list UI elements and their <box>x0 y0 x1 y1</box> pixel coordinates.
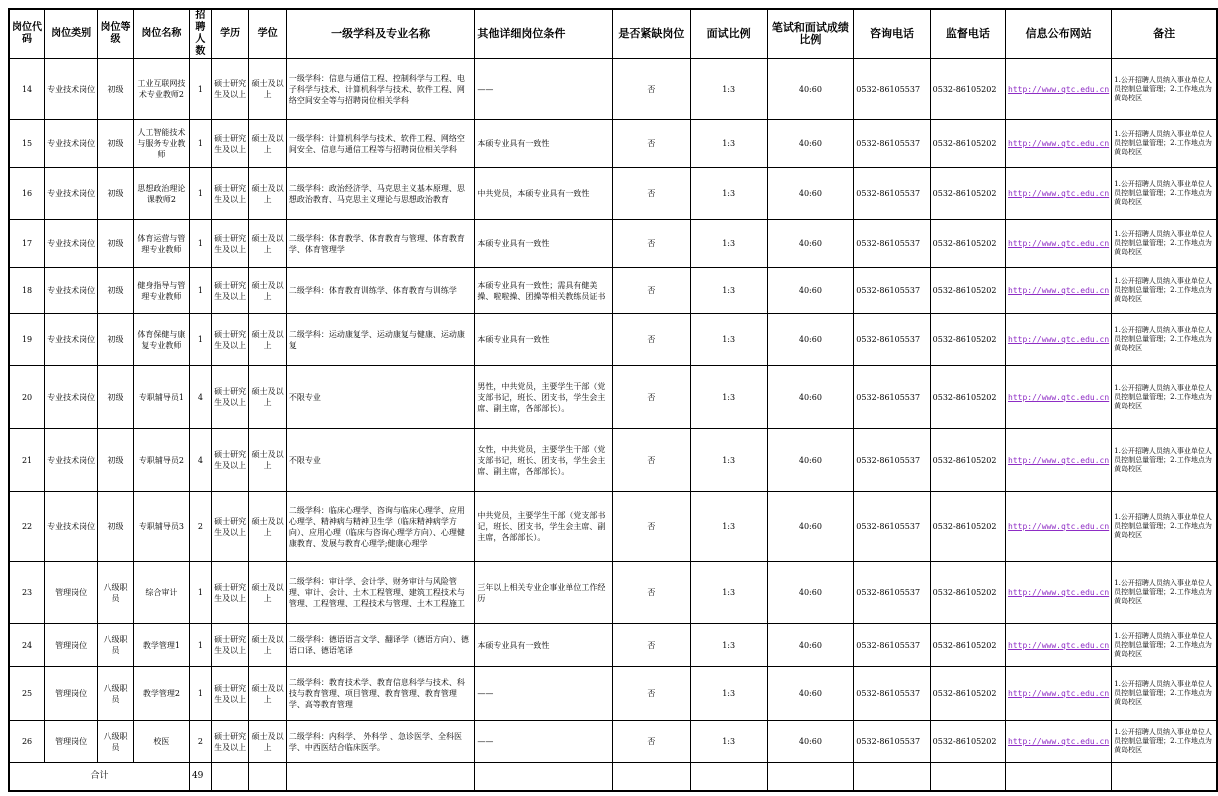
code-cell: 20 <box>9 366 45 429</box>
website-link[interactable]: http://www.qtc.edu.cn <box>1006 624 1112 667</box>
score-ratio-cell: 40:60 <box>767 168 854 220</box>
empty-cell <box>1112 763 1217 791</box>
website-link[interactable]: http://www.qtc.edu.cn <box>1006 268 1112 314</box>
headcount-cell: 1 <box>189 220 211 268</box>
remarks-cell: 1.公开招聘人员纳入事业单位人员控制总量管理；2.工作地点为黄岛校区 <box>1112 624 1217 667</box>
shortage-cell: 否 <box>613 314 691 366</box>
shortage-cell: 否 <box>613 268 691 314</box>
header-cell: 备注 <box>1112 9 1217 59</box>
code-cell: 21 <box>9 429 45 492</box>
header-cell: 其他详细岗位条件 <box>475 9 613 59</box>
discipline-cell: 二级学科：政治经济学、马克思主义基本原理、思想政治教育、马克思主义理论与思想政治教育 <box>286 168 475 220</box>
shortage-cell: 否 <box>613 366 691 429</box>
website-link[interactable]: http://www.qtc.edu.cn <box>1006 366 1112 429</box>
shortage-cell: 否 <box>613 667 691 721</box>
empty-cell <box>249 763 287 791</box>
consult-phone-cell: 0532-86105537 <box>854 168 930 220</box>
shortage-cell: 否 <box>613 562 691 624</box>
interview-ratio-cell: 1:3 <box>690 314 767 366</box>
empty-cell <box>1006 763 1112 791</box>
consult-phone-cell: 0532-86105537 <box>854 120 930 168</box>
position-name-cell: 专职辅导员1 <box>133 366 189 429</box>
conditions-cell: 本硕专业具有一致性；需具有健美操、啦啦操、团操等相关教练员证书 <box>475 268 613 314</box>
position-name-cell: 专职辅导员2 <box>133 429 189 492</box>
consult-phone-cell: 0532-86105537 <box>854 429 930 492</box>
education-cell: 硕士研究生及以上 <box>211 429 249 492</box>
consult-phone-cell: 0532-86105537 <box>854 220 930 268</box>
category-cell: 管理岗位 <box>45 562 98 624</box>
score-ratio-cell: 40:60 <box>767 220 854 268</box>
degree-cell: 硕士及以上 <box>249 366 287 429</box>
education-cell: 硕士研究生及以上 <box>211 366 249 429</box>
discipline-cell: 不限专业 <box>286 366 475 429</box>
table-row <box>9 120 1217 168</box>
code-cell: 16 <box>9 168 45 220</box>
code-cell: 26 <box>9 721 45 763</box>
remarks-cell: 1.公开招聘人员纳入事业单位人员控制总量管理；2.工作地点为黄岛校区 <box>1112 667 1217 721</box>
position-name-cell: 教学管理1 <box>133 624 189 667</box>
supervise-phone-cell: 0532-86105202 <box>930 168 1005 220</box>
remarks-cell: 1.公开招聘人员纳入事业单位人员控制总量管理；2.工作地点为黄岛校区 <box>1112 314 1217 366</box>
degree-cell: 硕士及以上 <box>249 667 287 721</box>
supervise-phone-cell: 0532-86105202 <box>930 667 1005 721</box>
remarks-cell: 1.公开招聘人员纳入事业单位人员控制总量管理；2.工作地点为黄岛校区 <box>1112 120 1217 168</box>
code-cell: 22 <box>9 492 45 562</box>
discipline-cell: 不限专业 <box>286 429 475 492</box>
supervise-phone-cell: 0532-86105202 <box>930 220 1005 268</box>
total-label: 合计 <box>9 763 189 791</box>
position-name-cell: 工业互联网技术专业教师2 <box>133 59 189 120</box>
conditions-cell: 本硕专业具有一致性 <box>475 120 613 168</box>
headcount-cell: 4 <box>189 366 211 429</box>
discipline-cell: 二级学科：体育教学、体育教育与管理、体育教育学、体育管理学 <box>286 220 475 268</box>
consult-phone-cell: 0532-86105537 <box>854 314 930 366</box>
discipline-cell: 二级学科：教育技术学、教育信息科学与技术、科技与教育管理、项目管理、教育管理、教育管理学、高等教育管理 <box>286 667 475 721</box>
consult-phone-cell: 0532-86105537 <box>854 59 930 120</box>
category-cell: 专业技术岗位 <box>45 268 98 314</box>
consult-phone-cell: 0532-86105537 <box>854 492 930 562</box>
discipline-cell: 二级学科：内科学、 外科学 、急诊医学、全科医学、中西医结合临床医学。 <box>286 721 475 763</box>
headcount-cell: 1 <box>189 314 211 366</box>
website-link[interactable]: http://www.qtc.edu.cn <box>1006 120 1112 168</box>
header-cell: 面试比例 <box>690 9 767 59</box>
conditions-cell: 本硕专业具有一致性 <box>475 314 613 366</box>
category-cell: 专业技术岗位 <box>45 120 98 168</box>
empty-cell <box>854 763 930 791</box>
education-cell: 硕士研究生及以上 <box>211 667 249 721</box>
discipline-cell: 二级学科：运动康复学、运动康复与健康、运动康复 <box>286 314 475 366</box>
education-cell: 硕士研究生及以上 <box>211 168 249 220</box>
website-link[interactable]: http://www.qtc.edu.cn <box>1006 562 1112 624</box>
consult-phone-cell: 0532-86105537 <box>854 562 930 624</box>
education-cell: 硕士研究生及以上 <box>211 59 249 120</box>
interview-ratio-cell: 1:3 <box>690 220 767 268</box>
recruitment-table <box>8 8 1218 792</box>
category-cell: 管理岗位 <box>45 624 98 667</box>
table-row <box>9 429 1217 492</box>
position-name-cell: 思想政治理论课教师2 <box>133 168 189 220</box>
score-ratio-cell: 40:60 <box>767 120 854 168</box>
table-row <box>9 721 1217 763</box>
code-cell: 17 <box>9 220 45 268</box>
position-name-cell: 综合审计 <box>133 562 189 624</box>
score-ratio-cell: 40:60 <box>767 314 854 366</box>
shortage-cell: 否 <box>613 168 691 220</box>
degree-cell: 硕士及以上 <box>249 168 287 220</box>
discipline-cell: 一级学科：信息与通信工程、控制科学与工程、电子科学与技术、计算机科学与技术、软件工程、网络空间安全等与招聘岗位相关学科 <box>286 59 475 120</box>
consult-phone-cell: 0532-86105537 <box>854 721 930 763</box>
spreadsheet-sheet <box>8 8 1218 792</box>
header-cell: 咨询电话 <box>854 9 930 59</box>
score-ratio-cell: 40:60 <box>767 429 854 492</box>
headcount-cell: 2 <box>189 721 211 763</box>
degree-cell: 硕士及以上 <box>249 59 287 120</box>
interview-ratio-cell: 1:3 <box>690 268 767 314</box>
header-row <box>9 9 1217 59</box>
supervise-phone-cell: 0532-86105202 <box>930 721 1005 763</box>
category-cell: 专业技术岗位 <box>45 429 98 492</box>
score-ratio-cell: 40:60 <box>767 624 854 667</box>
grade-cell: 初级 <box>98 492 134 562</box>
table-row <box>9 314 1217 366</box>
grade-cell: 初级 <box>98 429 134 492</box>
interview-ratio-cell: 1:3 <box>690 624 767 667</box>
website-link[interactable]: http://www.qtc.edu.cn <box>1006 667 1112 721</box>
grade-cell: 八级职员 <box>98 562 134 624</box>
table-row <box>9 268 1217 314</box>
empty-cell <box>211 763 249 791</box>
degree-cell: 硕士及以上 <box>249 562 287 624</box>
grade-cell: 初级 <box>98 168 134 220</box>
score-ratio-cell: 40:60 <box>767 562 854 624</box>
website-link[interactable]: http://www.qtc.edu.cn <box>1006 168 1112 220</box>
score-ratio-cell: 40:60 <box>767 492 854 562</box>
shortage-cell: 否 <box>613 120 691 168</box>
education-cell: 硕士研究生及以上 <box>211 220 249 268</box>
interview-ratio-cell: 1:3 <box>690 429 767 492</box>
degree-cell: 硕士及以上 <box>249 268 287 314</box>
table-row <box>9 59 1217 120</box>
conditions-cell: 中共党员，主要学生干部（党支部书记，班长、团支书，学生会主席、副主席，各部部长）。 <box>475 492 613 562</box>
position-name-cell: 校医 <box>133 721 189 763</box>
degree-cell: 硕士及以上 <box>249 721 287 763</box>
conditions-cell: 本硕专业具有一致性 <box>475 624 613 667</box>
remarks-cell: 1.公开招聘人员纳入事业单位人员控制总量管理；2.工作地点为黄岛校区 <box>1112 168 1217 220</box>
header-cell: 笔试和面试成绩比例 <box>767 9 854 59</box>
website-link[interactable]: http://www.qtc.edu.cn <box>1006 314 1112 366</box>
header-cell: 岗位代码 <box>9 9 45 59</box>
code-cell: 14 <box>9 59 45 120</box>
degree-cell: 硕士及以上 <box>249 220 287 268</box>
empty-cell <box>690 763 767 791</box>
shortage-cell: 否 <box>613 492 691 562</box>
table-row <box>9 562 1217 624</box>
website-link[interactable]: http://www.qtc.edu.cn <box>1006 59 1112 120</box>
supervise-phone-cell: 0532-86105202 <box>930 268 1005 314</box>
remarks-cell: 1.公开招聘人员纳入事业单位人员控制总量管理；2.工作地点为黄岛校区 <box>1112 429 1217 492</box>
headcount-cell: 1 <box>189 59 211 120</box>
position-name-cell: 人工智能技术与服务专业教师 <box>133 120 189 168</box>
table-row <box>9 624 1217 667</box>
headcount-cell: 1 <box>189 120 211 168</box>
empty-cell <box>286 763 475 791</box>
degree-cell: 硕士及以上 <box>249 624 287 667</box>
table-row <box>9 168 1217 220</box>
score-ratio-cell: 40:60 <box>767 366 854 429</box>
position-name-cell: 体育运营与管理专业教师 <box>133 220 189 268</box>
education-cell: 硕士研究生及以上 <box>211 624 249 667</box>
code-cell: 25 <box>9 667 45 721</box>
consult-phone-cell: 0532-86105537 <box>854 268 930 314</box>
remarks-cell: 1.公开招聘人员纳入事业单位人员控制总量管理；2.工作地点为黄岛校区 <box>1112 220 1217 268</box>
grade-cell: 八级职员 <box>98 667 134 721</box>
website-link[interactable]: http://www.qtc.edu.cn <box>1006 492 1112 562</box>
grade-cell: 初级 <box>98 268 134 314</box>
supervise-phone-cell: 0532-86105202 <box>930 59 1005 120</box>
score-ratio-cell: 40:60 <box>767 667 854 721</box>
degree-cell: 硕士及以上 <box>249 120 287 168</box>
header-cell: 招聘人数 <box>189 9 211 59</box>
total-value: 49 <box>189 763 211 791</box>
degree-cell: 硕士及以上 <box>249 314 287 366</box>
education-cell: 硕士研究生及以上 <box>211 314 249 366</box>
website-link[interactable]: http://www.qtc.edu.cn <box>1006 721 1112 763</box>
education-cell: 硕士研究生及以上 <box>211 562 249 624</box>
header-cell: 监督电话 <box>930 9 1005 59</box>
grade-cell: 初级 <box>98 59 134 120</box>
grade-cell: 八级职员 <box>98 624 134 667</box>
table-row <box>9 492 1217 562</box>
header-cell: 信息公布网站 <box>1006 9 1112 59</box>
shortage-cell: 否 <box>613 721 691 763</box>
category-cell: 专业技术岗位 <box>45 314 98 366</box>
website-link[interactable]: http://www.qtc.edu.cn <box>1006 429 1112 492</box>
conditions-cell: —— <box>475 721 613 763</box>
consult-phone-cell: 0532-86105537 <box>854 624 930 667</box>
discipline-cell: 二级学科：德语语言文学、翻译学（德语方向）、德语口译、德语笔译 <box>286 624 475 667</box>
interview-ratio-cell: 1:3 <box>690 366 767 429</box>
empty-cell <box>930 763 1005 791</box>
supervise-phone-cell: 0532-86105202 <box>930 120 1005 168</box>
code-cell: 15 <box>9 120 45 168</box>
grade-cell: 初级 <box>98 220 134 268</box>
empty-cell <box>613 763 691 791</box>
discipline-cell: 二级学科：临床心理学、咨询与临床心理学、应用心理学、精神病与精神卫生学（临床精神病学方向）、应用心理（临床与咨询心理学方向）、心理健康教育、发展与教育心理学;健康心理学 <box>286 492 475 562</box>
table-row <box>9 220 1217 268</box>
table-row <box>9 667 1217 721</box>
shortage-cell: 否 <box>613 220 691 268</box>
education-cell: 硕士研究生及以上 <box>211 492 249 562</box>
interview-ratio-cell: 1:3 <box>690 721 767 763</box>
remarks-cell: 1.公开招聘人员纳入事业单位人员控制总量管理；2.工作地点为黄岛校区 <box>1112 721 1217 763</box>
degree-cell: 硕士及以上 <box>249 492 287 562</box>
header-cell: 是否紧缺岗位 <box>613 9 691 59</box>
supervise-phone-cell: 0532-86105202 <box>930 429 1005 492</box>
score-ratio-cell: 40:60 <box>767 721 854 763</box>
interview-ratio-cell: 1:3 <box>690 492 767 562</box>
shortage-cell: 否 <box>613 59 691 120</box>
total-row <box>9 763 1217 791</box>
website-link[interactable]: http://www.qtc.edu.cn <box>1006 220 1112 268</box>
supervise-phone-cell: 0532-86105202 <box>930 562 1005 624</box>
empty-cell <box>475 763 613 791</box>
table-body <box>9 59 1217 763</box>
position-name-cell: 体育保健与康复专业教师 <box>133 314 189 366</box>
education-cell: 硕士研究生及以上 <box>211 120 249 168</box>
headcount-cell: 1 <box>189 624 211 667</box>
position-name-cell: 专职辅导员3 <box>133 492 189 562</box>
header-cell: 岗位等级 <box>98 9 134 59</box>
conditions-cell: 中共党员，本硕专业具有一致性 <box>475 168 613 220</box>
code-cell: 19 <box>9 314 45 366</box>
remarks-cell: 1.公开招聘人员纳入事业单位人员控制总量管理；2.工作地点为黄岛校区 <box>1112 562 1217 624</box>
conditions-cell: —— <box>475 59 613 120</box>
score-ratio-cell: 40:60 <box>767 59 854 120</box>
remarks-cell: 1.公开招聘人员纳入事业单位人员控制总量管理；2.工作地点为黄岛校区 <box>1112 366 1217 429</box>
grade-cell: 初级 <box>98 366 134 429</box>
supervise-phone-cell: 0532-86105202 <box>930 624 1005 667</box>
header-cell: 学位 <box>249 9 287 59</box>
interview-ratio-cell: 1:3 <box>690 168 767 220</box>
conditions-cell: 本硕专业具有一致性 <box>475 220 613 268</box>
shortage-cell: 否 <box>613 429 691 492</box>
score-ratio-cell: 40:60 <box>767 268 854 314</box>
category-cell: 管理岗位 <box>45 667 98 721</box>
grade-cell: 八级职员 <box>98 721 134 763</box>
headcount-cell: 2 <box>189 492 211 562</box>
interview-ratio-cell: 1:3 <box>690 120 767 168</box>
conditions-cell: 男性，中共党员，主要学生干部（党支部书记，班长、团支书，学生会主席、副主席，各部部长）。 <box>475 366 613 429</box>
headcount-cell: 1 <box>189 168 211 220</box>
education-cell: 硕士研究生及以上 <box>211 268 249 314</box>
category-cell: 专业技术岗位 <box>45 59 98 120</box>
remarks-cell: 1.公开招聘人员纳入事业单位人员控制总量管理；2.工作地点为黄岛校区 <box>1112 492 1217 562</box>
grade-cell: 初级 <box>98 120 134 168</box>
discipline-cell: 二级学科：审计学、会计学、财务审计与风险管理、审计、会计、土木工程管理、建筑工程技术与管理、工程管理、工程技术与管理、土木工程施工 <box>286 562 475 624</box>
supervise-phone-cell: 0532-86105202 <box>930 492 1005 562</box>
conditions-cell: 女性，中共党员，主要学生干部（党支部书记，班长、团支书，学生会主席、副主席，各部部长）。 <box>475 429 613 492</box>
headcount-cell: 1 <box>189 268 211 314</box>
grade-cell: 初级 <box>98 314 134 366</box>
supervise-phone-cell: 0532-86105202 <box>930 366 1005 429</box>
headcount-cell: 1 <box>189 562 211 624</box>
headcount-cell: 4 <box>189 429 211 492</box>
remarks-cell: 1.公开招聘人员纳入事业单位人员控制总量管理；2.工作地点为黄岛校区 <box>1112 268 1217 314</box>
header-cell: 岗位类别 <box>45 9 98 59</box>
supervise-phone-cell: 0532-86105202 <box>930 314 1005 366</box>
conditions-cell: 三年以上相关专业企事业单位工作经历 <box>475 562 613 624</box>
interview-ratio-cell: 1:3 <box>690 562 767 624</box>
category-cell: 管理岗位 <box>45 721 98 763</box>
category-cell: 专业技术岗位 <box>45 492 98 562</box>
interview-ratio-cell: 1:3 <box>690 59 767 120</box>
shortage-cell: 否 <box>613 624 691 667</box>
remarks-cell: 1.公开招聘人员纳入事业单位人员控制总量管理；2.工作地点为黄岛校区 <box>1112 59 1217 120</box>
consult-phone-cell: 0532-86105537 <box>854 667 930 721</box>
category-cell: 专业技术岗位 <box>45 366 98 429</box>
code-cell: 23 <box>9 562 45 624</box>
degree-cell: 硕士及以上 <box>249 429 287 492</box>
code-cell: 18 <box>9 268 45 314</box>
interview-ratio-cell: 1:3 <box>690 667 767 721</box>
headcount-cell: 1 <box>189 667 211 721</box>
discipline-cell: 二级学科：体育教育训练学、体育教育与训练学 <box>286 268 475 314</box>
empty-cell <box>767 763 854 791</box>
position-name-cell: 健身指导与管理专业教师 <box>133 268 189 314</box>
table-row <box>9 366 1217 429</box>
discipline-cell: 一级学科：计算机科学与技术、软件工程、网络空间安全、信息与通信工程等与招聘岗位相关学科 <box>286 120 475 168</box>
category-cell: 专业技术岗位 <box>45 168 98 220</box>
education-cell: 硕士研究生及以上 <box>211 721 249 763</box>
header-cell: 岗位名称 <box>133 9 189 59</box>
position-name-cell: 教学管理2 <box>133 667 189 721</box>
conditions-cell: —— <box>475 667 613 721</box>
header-cell: 学历 <box>211 9 249 59</box>
category-cell: 专业技术岗位 <box>45 220 98 268</box>
header-cell: 一级学科及专业名称 <box>286 9 475 59</box>
code-cell: 24 <box>9 624 45 667</box>
consult-phone-cell: 0532-86105537 <box>854 366 930 429</box>
